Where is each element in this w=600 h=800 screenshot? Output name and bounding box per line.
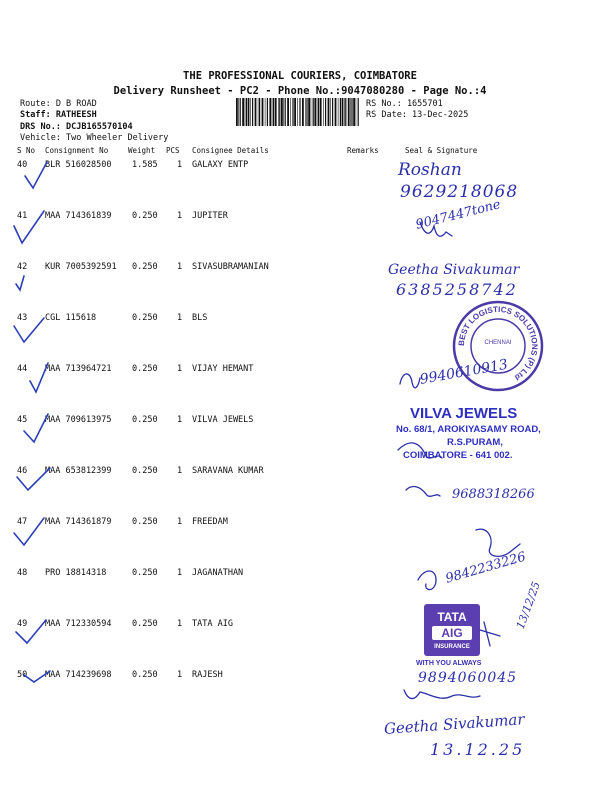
row-pcs: 1 (177, 466, 183, 476)
hw-saravana-phone: 9688318266 (452, 487, 535, 502)
hw-jupiter-note: 9047447tone (414, 197, 503, 233)
row-pcs: 1 (177, 160, 183, 170)
row-pcs: 1 (177, 364, 183, 374)
row-weight: 0.250 (132, 466, 158, 476)
signature (480, 622, 500, 646)
tata-logo-text: TATA (437, 610, 467, 624)
hw-vijay-phone: 9940610913 (418, 356, 510, 388)
col-weight: Weight (128, 146, 156, 155)
signature (404, 690, 480, 699)
row-consignment: MAA 714361839 (45, 211, 112, 221)
row-sno: 50 (17, 670, 28, 680)
tata-tagline: WITH YOU ALWAYS (416, 660, 482, 667)
row-consignment: KUR 7005392591 (45, 262, 117, 272)
row-consignee: TATA AIG (192, 619, 233, 629)
col-remarks: Remarks (347, 146, 379, 155)
row-consignee: VIJAY HEMANT (192, 364, 254, 374)
row-weight: 0.250 (132, 415, 158, 425)
row-sno: 43 (17, 313, 28, 323)
row-consignee: RAJESH (192, 670, 223, 680)
hw-roshan-name: Roshan (398, 160, 462, 180)
col-consignee: Consignee Details (192, 146, 269, 155)
row-sno: 40 (17, 160, 28, 170)
row-weight: 0.250 (132, 364, 158, 374)
row-pcs: 1 (177, 415, 183, 425)
hw-tata-date: 13/12/25 (513, 579, 544, 631)
signature (420, 222, 452, 236)
row-consignment: MAA 714361879 (45, 517, 112, 527)
row-pcs: 1 (177, 211, 183, 221)
row-consignee: JAGANATHAN (192, 568, 244, 578)
row-consignee: SARAVANA KUMAR (192, 466, 264, 476)
vilva-stamp-addr1: No. 68/1, AROKIYASAMY ROAD, (396, 424, 541, 435)
row-weight: 1.585 (132, 160, 158, 170)
row-consignee: FREEDAM (192, 517, 228, 527)
rs-number: RS No.: 1655701 (366, 99, 443, 109)
best-logistics-city: CHENNAI (484, 340, 512, 346)
row-weight: 0.250 (132, 568, 158, 578)
row-sno: 47 (17, 517, 28, 527)
row-pcs: 1 (177, 670, 183, 680)
staff-text: Staff: RATHEESH (20, 110, 97, 120)
hw-geetha-phone: 6385258742 (396, 280, 518, 299)
row-pcs: 1 (177, 568, 183, 578)
row-consignment: MAA 714239698 (45, 670, 112, 680)
row-sno: 42 (17, 262, 28, 272)
vilva-stamp-addr3: COIMBATORE - 641 002. (403, 450, 513, 461)
row-sno: 41 (17, 211, 28, 221)
row-consignment: MAA 713964721 (45, 364, 112, 374)
best-logistics-ring-text: BEST LOGISTICS SOLUTIONS (P) Ltd (456, 304, 540, 383)
signature (476, 529, 520, 556)
route-text: Route: D B ROAD (20, 99, 97, 109)
row-pcs: 1 (177, 313, 183, 323)
rs-date: RS Date: 13-Dec-2025 (366, 110, 469, 120)
hw-jaganathan-phone: 9842233226 (443, 549, 528, 587)
col-sno: S No (17, 146, 36, 155)
row-sno: 49 (17, 619, 28, 629)
hw-roshan-phone: 9629218068 (400, 182, 519, 202)
row-pcs: 1 (177, 619, 183, 629)
signature (400, 374, 420, 388)
row-weight: 0.250 (132, 313, 158, 323)
drs-number: DRS No.: DCJB165570104 (20, 122, 133, 132)
row-consignee: GALAXY ENTP (192, 160, 249, 170)
row-pcs: 1 (177, 262, 183, 272)
aig-logo-text: AIG (441, 626, 463, 640)
hw-bottom-date: 13.12.25 (430, 740, 526, 759)
signature (418, 571, 436, 590)
row-consignment: MAA 653812399 (45, 466, 112, 476)
insurance-logo-text: INSURANCE (434, 644, 470, 650)
row-consignment: CGL 115618 (45, 313, 97, 323)
row-consignee: BLS (192, 313, 208, 323)
row-consignment: BLR 516028500 (45, 160, 112, 170)
row-consignment: MAA 709613975 (45, 415, 112, 425)
vilva-stamp-name: VILVA JEWELS (410, 405, 518, 422)
company-title: THE PROFESSIONAL COURIERS, COIMBATORE (183, 70, 417, 82)
row-sno: 44 (17, 364, 28, 374)
col-pcs: PCS (166, 146, 180, 155)
row-sno: 46 (17, 466, 28, 476)
row-weight: 0.250 (132, 262, 158, 272)
col-seal-signature: Seal & Signature (405, 146, 478, 155)
row-sno: 48 (17, 568, 28, 578)
row-weight: 0.250 (132, 517, 158, 527)
row-consignee: SIVASUBRAMANIAN (192, 262, 269, 272)
row-pcs: 1 (177, 517, 183, 527)
row-consignee: JUPITER (192, 211, 228, 221)
hw-bottom-name: Geetha Sivakumar (383, 710, 526, 738)
runsheet-subtitle: Delivery Runsheet - PC2 - Phone No.:9047080280 - Page No.:4 (113, 85, 487, 97)
row-consignment: MAA 712330594 (45, 619, 112, 629)
row-weight: 0.250 (132, 211, 158, 221)
signature (406, 487, 440, 497)
vehicle-text: Vehicle: Two Wheeler Delivery (20, 133, 169, 143)
row-weight: 0.250 (132, 619, 158, 629)
hw-geetha-name: Geetha Sivakumar (388, 262, 520, 278)
row-weight: 0.250 (132, 670, 158, 680)
row-consignment: PRO 18814318 (45, 568, 107, 578)
signature (398, 443, 442, 458)
row-sno: 45 (17, 415, 28, 425)
vilva-stamp-addr2: R.S.PURAM, (447, 437, 503, 448)
col-consignment: Consignment No (45, 146, 109, 155)
hw-rajesh-phone: 9894060045 (418, 670, 518, 686)
row-consignee: VILVA JEWELS (192, 415, 254, 425)
